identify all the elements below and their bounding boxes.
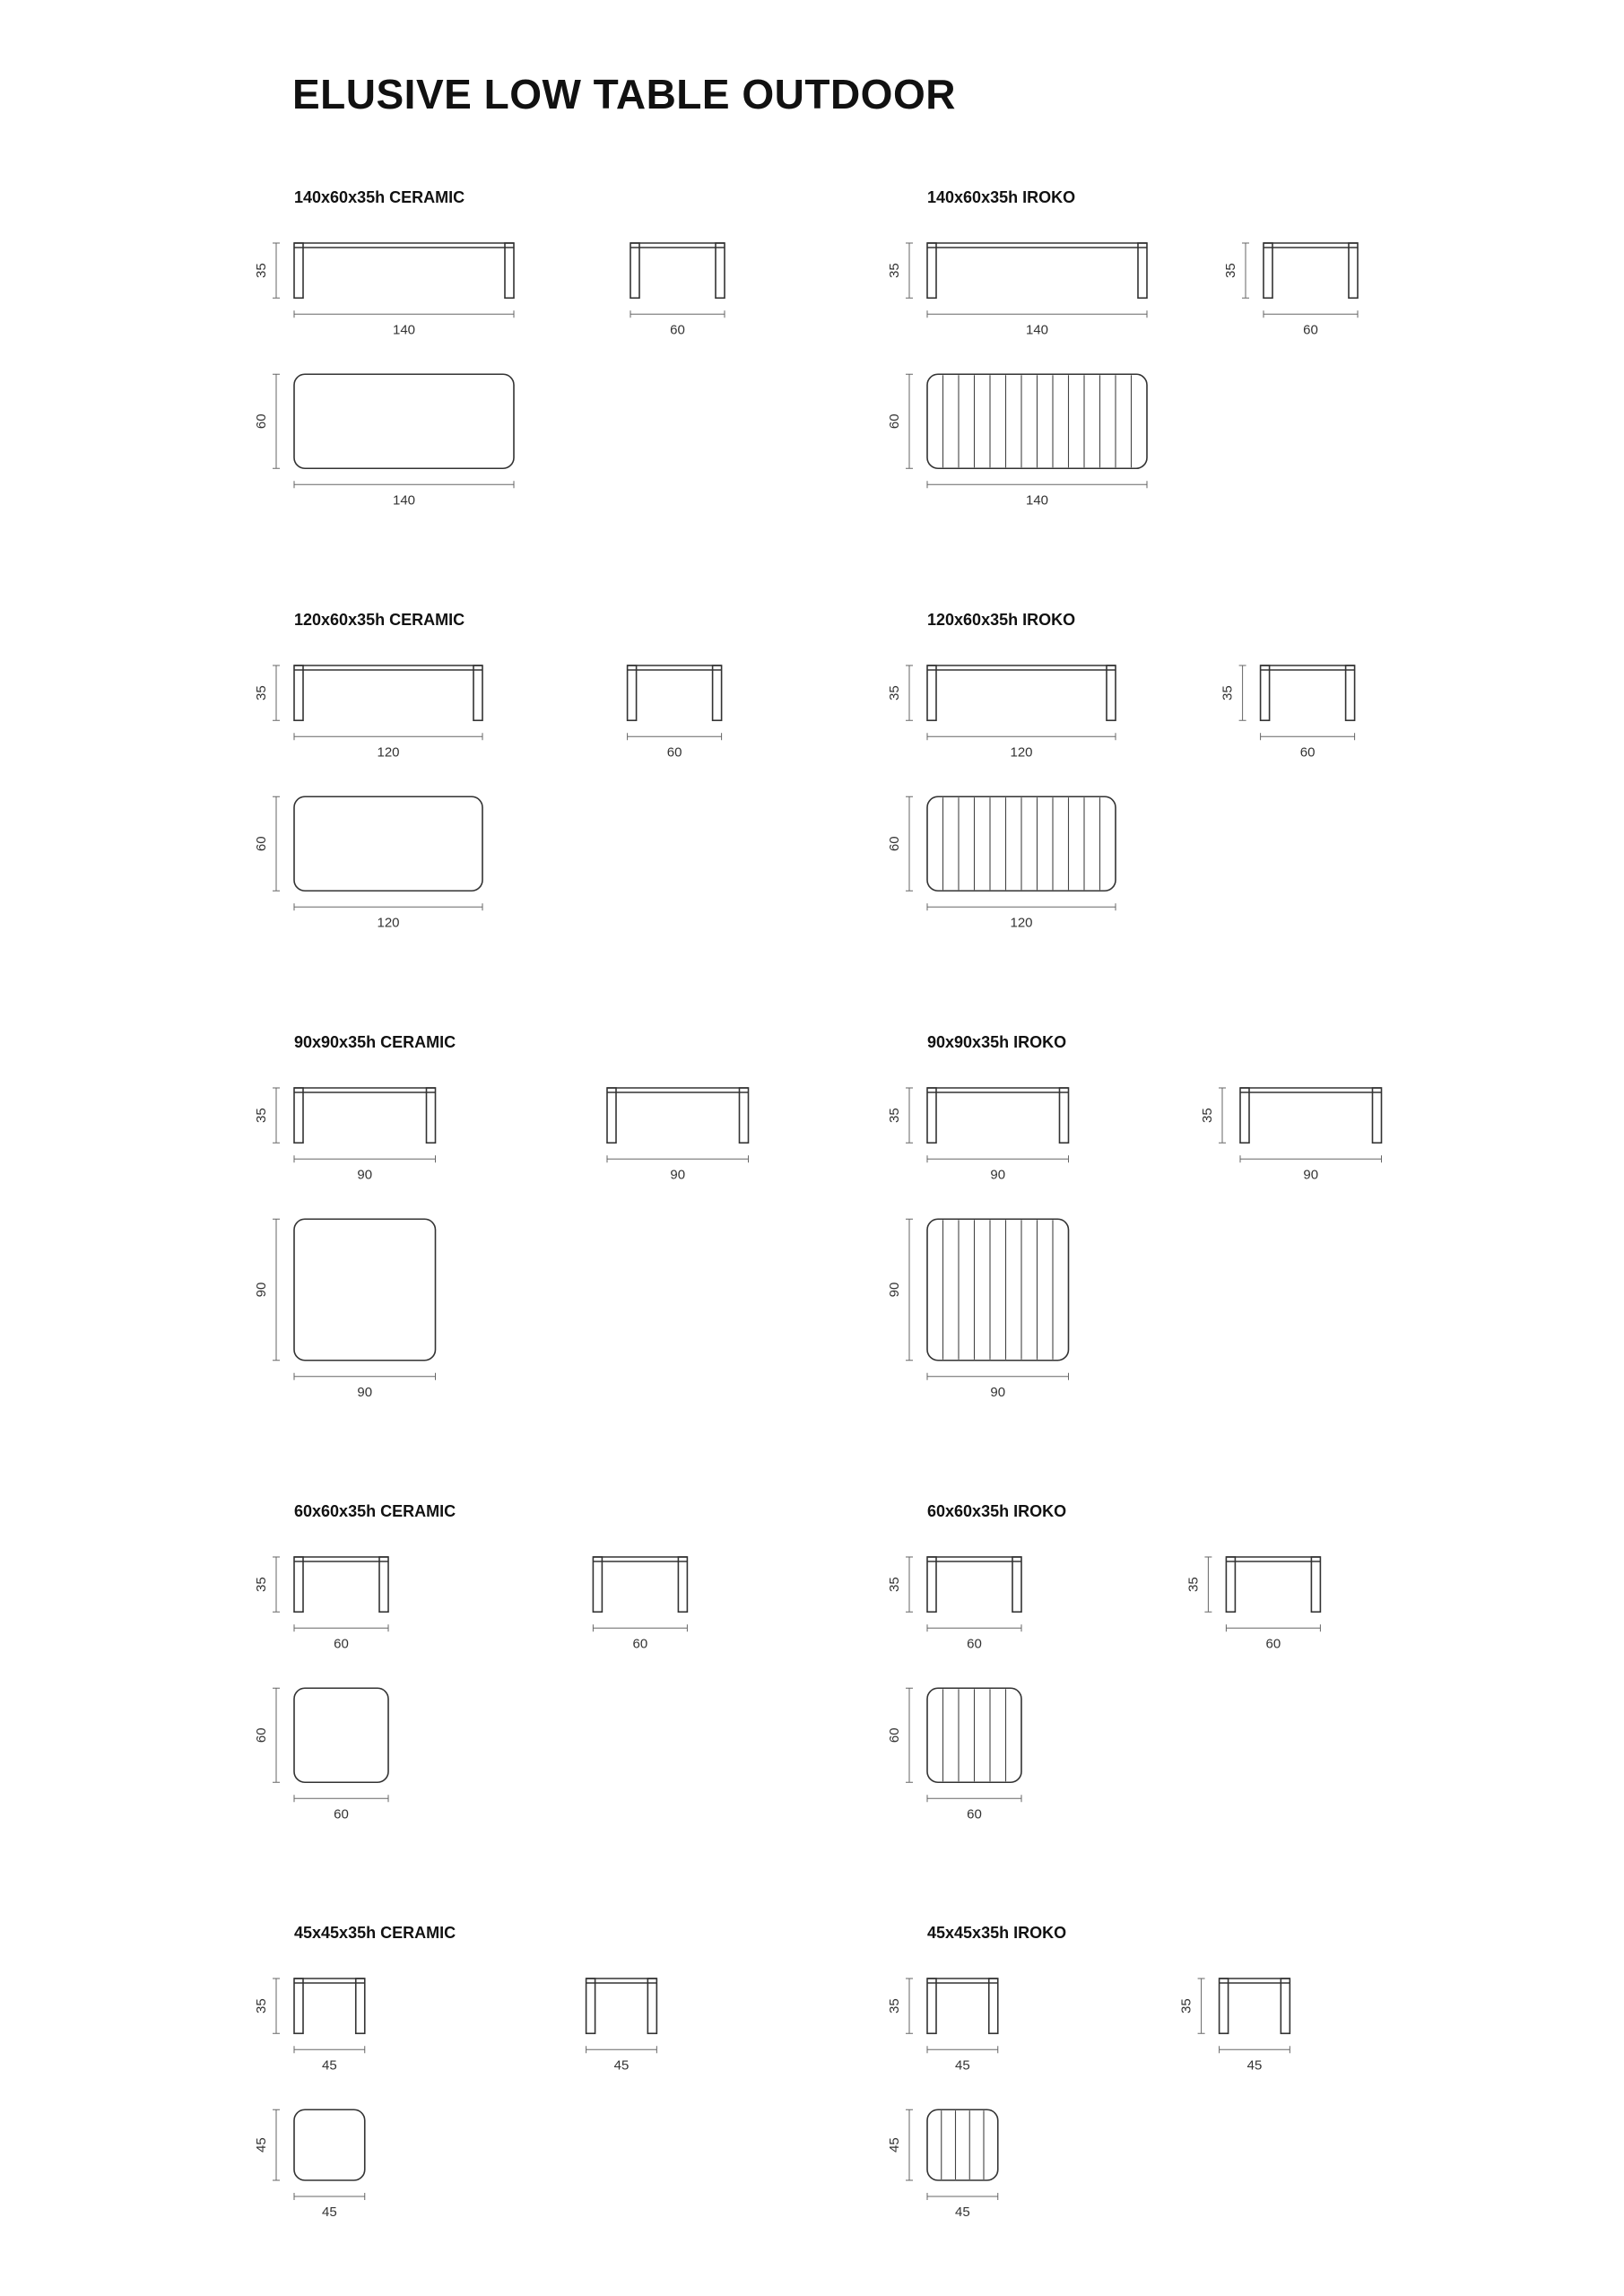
side-width-dimension-label: 60 (1265, 1636, 1281, 1652)
table-leg (1240, 1088, 1249, 1143)
table-leg (647, 1979, 656, 2033)
top-plan-view (927, 2109, 998, 2180)
top-width-dimension-label: 90 (357, 1384, 373, 1400)
table-leg (713, 665, 722, 720)
side-width-dimension-label: 60 (632, 1636, 648, 1652)
section-title: 45x45x35h CERAMIC (294, 1924, 456, 1942)
top-plan-view (294, 1688, 388, 1782)
height-dimension-label: 35 (254, 685, 269, 700)
top-plan-view (927, 1219, 1069, 1361)
height-dimension-label: 35 (887, 263, 902, 278)
front-elevation-view (927, 1088, 1069, 1143)
table-leg (379, 1557, 388, 1612)
table-top-outline (294, 374, 514, 468)
top-width-dimension-label: 140 (1025, 492, 1049, 509)
section-120x60x35h-iroko (887, 611, 1355, 930)
side-width-dimension-label: 45 (1246, 2057, 1263, 2074)
front-elevation-view (927, 1557, 1021, 1612)
side-width-dimension-label: 60 (670, 322, 685, 338)
front-elevation-view (927, 243, 1147, 298)
table-leg (628, 665, 637, 720)
height-dimension-label: 35 (887, 1108, 902, 1123)
table-leg (1226, 1557, 1235, 1612)
side-elevation-view (1226, 1557, 1320, 1612)
table-leg (927, 1557, 936, 1612)
section-90x90x35h-iroko (887, 1033, 1382, 1400)
top-depth-dimension-label: 45 (254, 2137, 269, 2152)
table-leg (294, 1979, 303, 2033)
section-120x60x35h-ceramic (254, 611, 722, 930)
section-140x60x35h-ceramic (254, 188, 725, 508)
front-width-dimension-label: 45 (955, 2057, 970, 2074)
top-depth-dimension-label: 45 (887, 2137, 902, 2152)
table-top-outline (294, 2109, 365, 2180)
side-elevation-view (1264, 243, 1358, 298)
side-elevation-view (1240, 1088, 1382, 1143)
section-title: 140x60x35h IROKO (927, 188, 1076, 206)
top-depth-dimension-label: 60 (887, 413, 902, 430)
table-leg (1261, 665, 1270, 720)
section-title: 90x90x35h CERAMIC (294, 1033, 456, 1051)
top-plan-view (927, 1688, 1021, 1782)
section-60x60x35h-ceramic (254, 1502, 687, 1822)
top-depth-dimension-label: 60 (887, 836, 902, 852)
side-width-dimension-label: 90 (1303, 1167, 1319, 1183)
section-title: 45x45x35h IROKO (927, 1924, 1067, 1942)
front-width-dimension-label: 90 (990, 1167, 1006, 1183)
table-leg (1220, 1979, 1229, 2033)
table-leg (505, 243, 514, 298)
section-45x45x35h-iroko (887, 1924, 1290, 2220)
front-elevation-view (294, 1557, 388, 1612)
table-leg (294, 665, 303, 720)
table-leg (989, 1979, 998, 2033)
table-leg (927, 665, 936, 720)
side-elevation-view (1261, 665, 1355, 720)
top-plan-view (294, 374, 514, 468)
table-top-outline (294, 1688, 388, 1782)
height-dimension-label: 35 (254, 1998, 269, 2013)
table-leg (1349, 243, 1358, 298)
front-width-dimension-label: 60 (334, 1636, 349, 1652)
front-width-dimension-label: 140 (1025, 322, 1049, 338)
table-leg (1107, 665, 1116, 720)
side-elevation-view (630, 243, 725, 298)
front-width-dimension-label: 45 (322, 2057, 337, 2074)
table-leg (1264, 243, 1272, 298)
page-title: ELUSIVE LOW TABLE OUTDOOR (292, 71, 956, 117)
section-title: 120x60x35h CERAMIC (294, 611, 465, 629)
top-width-dimension-label: 45 (322, 2205, 337, 2220)
section-title: 140x60x35h CERAMIC (294, 188, 465, 206)
top-depth-dimension-label: 60 (254, 1727, 269, 1744)
height-dimension-label: 35 (254, 263, 269, 278)
table-leg (1346, 665, 1355, 720)
side-width-dimension-label: 60 (666, 744, 682, 761)
table-top-outline (927, 2109, 998, 2180)
height-dimension-label: 35 (887, 685, 902, 700)
table-leg (927, 243, 936, 298)
side-height-dimension-label: 35 (1200, 1108, 1215, 1123)
table-leg (294, 1088, 303, 1143)
section-90x90x35h-ceramic (254, 1033, 749, 1400)
front-elevation-view (927, 665, 1116, 720)
table-leg (630, 243, 639, 298)
top-depth-dimension-label: 60 (254, 836, 269, 852)
table-leg (740, 1088, 749, 1143)
side-width-dimension-label: 60 (1303, 322, 1318, 338)
top-plan-view (294, 2109, 365, 2180)
section-title: 90x90x35h IROKO (927, 1033, 1067, 1051)
section-title: 120x60x35h IROKO (927, 611, 1076, 629)
table-leg (607, 1088, 616, 1143)
table-leg (294, 1557, 303, 1612)
section-60x60x35h-iroko (887, 1502, 1320, 1822)
top-width-dimension-label: 60 (334, 1806, 349, 1822)
side-elevation-view (628, 665, 722, 720)
height-dimension-label: 35 (887, 1577, 902, 1592)
top-width-dimension-label: 45 (955, 2205, 970, 2220)
front-width-dimension-label: 120 (1010, 744, 1033, 761)
side-width-dimension-label: 45 (613, 2057, 630, 2074)
table-leg (586, 1979, 595, 2033)
side-elevation-view (586, 1979, 657, 2033)
height-dimension-label: 35 (254, 1108, 269, 1123)
table-leg (1012, 1557, 1021, 1612)
side-elevation-view (593, 1557, 687, 1612)
section-title: 60x60x35h IROKO (927, 1502, 1067, 1520)
table-leg (427, 1088, 436, 1143)
top-width-dimension-label: 120 (1010, 915, 1033, 931)
front-elevation-view (927, 1979, 998, 2033)
side-elevation-view (1220, 1979, 1290, 2033)
side-elevation-view (607, 1088, 749, 1143)
table-leg (356, 1979, 365, 2033)
side-height-dimension-label: 35 (1223, 263, 1238, 278)
table-leg (1060, 1088, 1069, 1143)
top-width-dimension-label: 120 (377, 915, 400, 931)
top-depth-dimension-label: 90 (254, 1282, 269, 1298)
table-top-outline (294, 1219, 436, 1361)
top-depth-dimension-label: 90 (887, 1282, 902, 1298)
table-leg (1138, 243, 1147, 298)
table-leg (294, 243, 303, 298)
top-depth-dimension-label: 60 (887, 1727, 902, 1744)
front-elevation-view (294, 665, 482, 720)
side-height-dimension-label: 35 (1185, 1577, 1202, 1592)
side-width-dimension-label: 60 (1299, 744, 1316, 761)
top-width-dimension-label: 90 (990, 1384, 1006, 1400)
section-title: 60x60x35h CERAMIC (294, 1502, 456, 1520)
section-140x60x35h-iroko (887, 188, 1358, 508)
top-width-dimension-label: 60 (967, 1806, 982, 1822)
table-top-outline (294, 796, 482, 891)
height-dimension-label: 35 (254, 1577, 269, 1592)
front-width-dimension-label: 120 (377, 744, 400, 761)
top-plan-view (927, 796, 1116, 891)
side-height-dimension-label: 35 (1178, 1998, 1194, 2013)
section-45x45x35h-ceramic (254, 1924, 656, 2220)
table-leg (473, 665, 482, 720)
front-width-dimension-label: 90 (357, 1167, 373, 1183)
side-height-dimension-label: 35 (1220, 685, 1236, 700)
front-width-dimension-label: 60 (967, 1636, 982, 1652)
table-leg (716, 243, 725, 298)
side-width-dimension-label: 90 (670, 1167, 686, 1183)
top-plan-view (294, 1219, 436, 1361)
table-leg (927, 1979, 936, 2033)
table-leg (593, 1557, 602, 1612)
height-dimension-label: 35 (887, 1998, 902, 2013)
table-leg (678, 1557, 687, 1612)
table-leg (927, 1088, 936, 1143)
front-width-dimension-label: 140 (392, 322, 416, 338)
front-elevation-view (294, 1088, 436, 1143)
front-elevation-view (294, 243, 514, 298)
top-depth-dimension-label: 60 (254, 413, 269, 430)
top-plan-view (294, 796, 482, 891)
table-leg (1281, 1979, 1290, 2033)
top-plan-view (927, 374, 1147, 468)
table-top-outline (927, 1219, 1069, 1361)
table-leg (1311, 1557, 1320, 1612)
table-leg (1373, 1088, 1382, 1143)
top-width-dimension-label: 140 (392, 492, 416, 509)
front-elevation-view (294, 1979, 365, 2033)
